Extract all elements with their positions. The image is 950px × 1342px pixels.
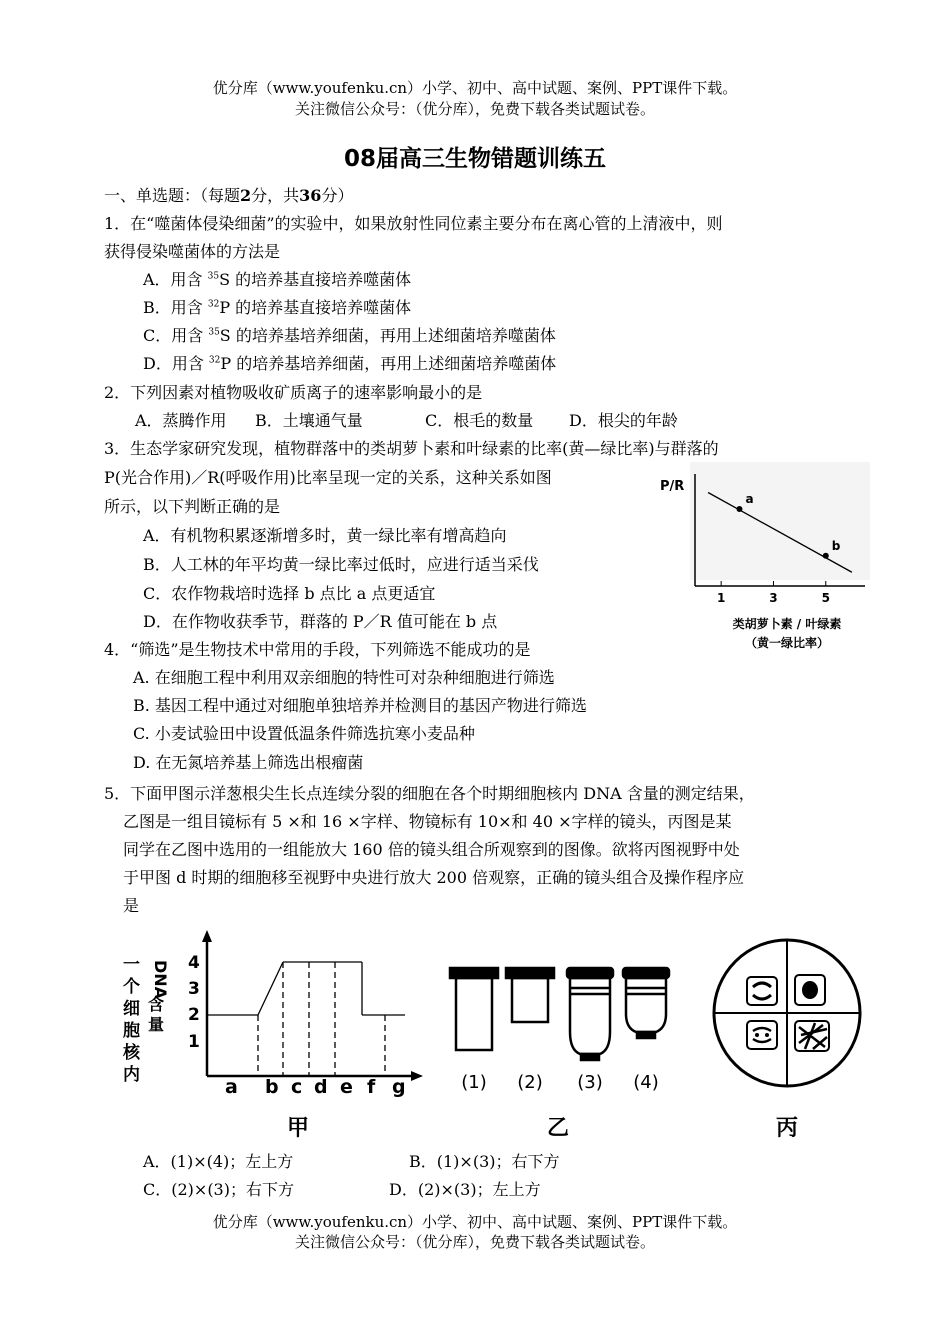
jia-y-label-left — [122, 955, 141, 1085]
footer-line-1: 优分库（www.youfenku.cn）小学、初中、高中试题、案例、PPT课件下载。 — [212, 1213, 738, 1231]
chart-background — [690, 462, 870, 580]
q2-option-a: A．蒸腾作用 — [135, 411, 227, 430]
lens-label-2: (2) — [517, 1072, 543, 1093]
q5-stem-line-2: 乙图是一组目镜标有 5 ×和 16 ×字样、物镜标有 10×和 40 ×字样的镜头，丙图是某 — [123, 812, 732, 831]
svg-text:细: 细 — [123, 999, 140, 1019]
q4-option-d: D. 在无氮培养基上筛选出根瘤菌 — [133, 753, 364, 772]
q1-stem-line-1: 1．在“噬菌体侵染细菌”的实验中，如果放射性同位素主要分布在离心管的上清液中，则 — [104, 214, 723, 233]
svg-text:含: 含 — [148, 995, 165, 1014]
q1-option-c: C．用含 $^{35}$S 的培养基培养细菌，再用上述细菌培养噬菌体 — [143, 326, 556, 345]
jia-y-tick-1: 1 — [188, 1032, 200, 1052]
page-title: 08届高三生物错题训练五 — [343, 146, 606, 172]
svg-text:个: 个 — [123, 977, 140, 997]
svg-text:核: 核 — [123, 1043, 140, 1063]
yi-caption: 乙 — [546, 1116, 570, 1140]
footer-line-2: 关注微信公众号：（优分库），免费下载各类试题试卷。 — [294, 1233, 655, 1251]
svg-text:内: 内 — [123, 1065, 140, 1085]
q4-option-c: C. 小麦试验田中设置低温条件筛选抗寒小麦品种 — [133, 724, 475, 743]
jia-x-tick-a: a — [225, 1076, 238, 1098]
chart-x-label-2: （黄一绿比率） — [744, 636, 830, 650]
q2-option-c: C．根毛的数量 — [425, 411, 534, 430]
q3-stem-line-3: 所示，以下判断正确的是 — [104, 497, 281, 516]
q5-figure-bing — [705, 935, 870, 1140]
q5-option-b: B．(1)×(3)；右下方 — [409, 1152, 560, 1171]
jia-x-arrow-icon — [411, 1071, 423, 1081]
q1-option-a: A．用含 $^{35}$S 的培养基直接培养噬菌体 — [143, 270, 412, 289]
lens-3-icon — [567, 968, 613, 1060]
cell-top-left-icon — [747, 977, 777, 1005]
lens-label-4: (4) — [633, 1072, 659, 1093]
q5-option-c: C．(2)×(3)；右下方 — [143, 1180, 294, 1199]
q3-stem-line-1: 3．生态学家研究发现，植物群落中的类胡萝卜素和叶绿素的比率(黄—绿比率)与群落的 — [104, 439, 719, 458]
chart-x-tick-label: 1 — [716, 591, 726, 605]
q4-option-b: B. 基因工程中通过对细胞单独培养并检测目的基因产物进行筛选 — [133, 696, 587, 715]
lens-label-3: (3) — [577, 1072, 603, 1093]
q2-option-d: D．根尖的年龄 — [569, 411, 678, 430]
jia-caption: 甲 — [286, 1116, 310, 1140]
q5-stem-line-1: 5．下面甲图示洋葱根尖生长点连续分裂的细胞在各个时期细胞核内 DNA 含量的测定结果， — [104, 784, 755, 803]
svg-text:一: 一 — [123, 955, 140, 975]
jia-x-tick-c: c — [291, 1076, 303, 1098]
jia-y-tick-3: 3 — [188, 979, 200, 999]
jia-y-tick-4: 4 — [188, 953, 200, 973]
chart-point-b — [823, 553, 829, 559]
chart-point-label-b: b — [831, 538, 841, 553]
cell-bottom-left-icon — [747, 1021, 777, 1049]
jia-x-tick-g: g — [392, 1076, 406, 1098]
q5-option-a: A．(1)×(4)；左上方 — [143, 1152, 294, 1171]
header-line-2: 关注微信公众号：（优分库），免费下载各类试题试卷。 — [294, 100, 655, 118]
q1-option-b: B．用含 $^{32}$P 的培养基直接培养噬菌体 — [143, 298, 412, 317]
jia-x-tick-d: d — [314, 1076, 328, 1098]
q1-option-d: D．用含 $^{32}$P 的培养基培养细菌，再用上述细菌培养噬菌体 — [143, 354, 557, 373]
lens-1-icon — [450, 968, 498, 1050]
q3-pr-ratio-chart — [655, 460, 880, 660]
q1-stem-line-2: 获得侵染噬菌体的方法是 — [104, 242, 281, 261]
q4-option-a: A. 在细胞工程中利用双亲细胞的特性可对杂种细胞进行筛选 — [133, 668, 555, 687]
lens-4-icon — [623, 968, 669, 1038]
jia-x-tick-f: f — [367, 1076, 376, 1098]
q5-stem-line-3: 同学在乙图中选用的一组能放大 160 倍的镜头组合所观察到的图像。欲将丙图视野中处 — [123, 840, 740, 859]
q5-figure-yi — [440, 960, 700, 1140]
svg-text:DNA: DNA — [151, 960, 170, 1000]
cell-bottom-right-icon — [795, 1021, 829, 1051]
svg-text:量: 量 — [148, 1015, 165, 1034]
lens-2-icon — [506, 968, 554, 1022]
lens-label-1: (1) — [461, 1072, 487, 1093]
jia-y-arrow-icon — [202, 930, 212, 942]
q5-option-d: D．(2)×(3)；左上方 — [389, 1180, 541, 1199]
chart-x-label: 类胡萝卜素 / 叶绿素 — [732, 617, 842, 631]
q5-stem-line-5: 是 — [123, 896, 140, 915]
q3-option-a: A．有机物积累逐渐增多时，黄一绿比率有增高趋向 — [143, 526, 507, 545]
q3-option-d: D．在作物收获季节，群落的 P／R 值可能在 b 点 — [143, 612, 498, 631]
section-heading: 一、单选题：（每题2分，共36分） — [104, 186, 354, 205]
q2-option-b: B．土壤通气量 — [255, 411, 363, 430]
chart-y-label: P/R — [660, 479, 685, 494]
bing-caption: 丙 — [775, 1116, 799, 1140]
q2-stem: 2．下列因素对植物吸收矿质离子的速率影响最小的是 — [104, 383, 483, 402]
chart-point-a — [736, 506, 742, 512]
svg-text:胞: 胞 — [123, 1021, 140, 1041]
chart-point-label-a: a — [745, 492, 754, 506]
jia-y-tick-2: 2 — [188, 1005, 200, 1025]
q5-stem-line-4: 于甲图 d 时期的细胞移至视野中央进行放大 200 倍观察，正确的镜头组合及操作程序应 — [123, 868, 745, 887]
jia-x-tick-b: b — [265, 1076, 279, 1098]
q3-option-c: C．农作物栽培时选择 b 点比 a 点更适宜 — [143, 584, 436, 603]
cell-top-right-icon — [795, 975, 825, 1005]
chart-x-tick-label: 3 — [769, 591, 778, 605]
q4-stem: 4．“筛选”是生物技术中常用的手段，下列筛选不能成功的是 — [104, 640, 531, 659]
header-line-1: 优分库（www.youfenku.cn）小学、初中、高中试题、案例、PPT课件下载。 — [212, 79, 738, 97]
q5-figure-jia — [115, 930, 425, 1140]
jia-y-label-right — [148, 960, 170, 1034]
chart-x-tick-label: 5 — [821, 591, 830, 605]
q3-option-b: B．人工林的年平均黄一绿比率过低时，应进行适当采伐 — [143, 555, 539, 574]
q3-stem-line-2: P(光合作用)／R(呼吸作用)比率呈现一定的关系，这种关系如图 — [104, 468, 552, 487]
jia-x-tick-e: e — [340, 1076, 353, 1098]
